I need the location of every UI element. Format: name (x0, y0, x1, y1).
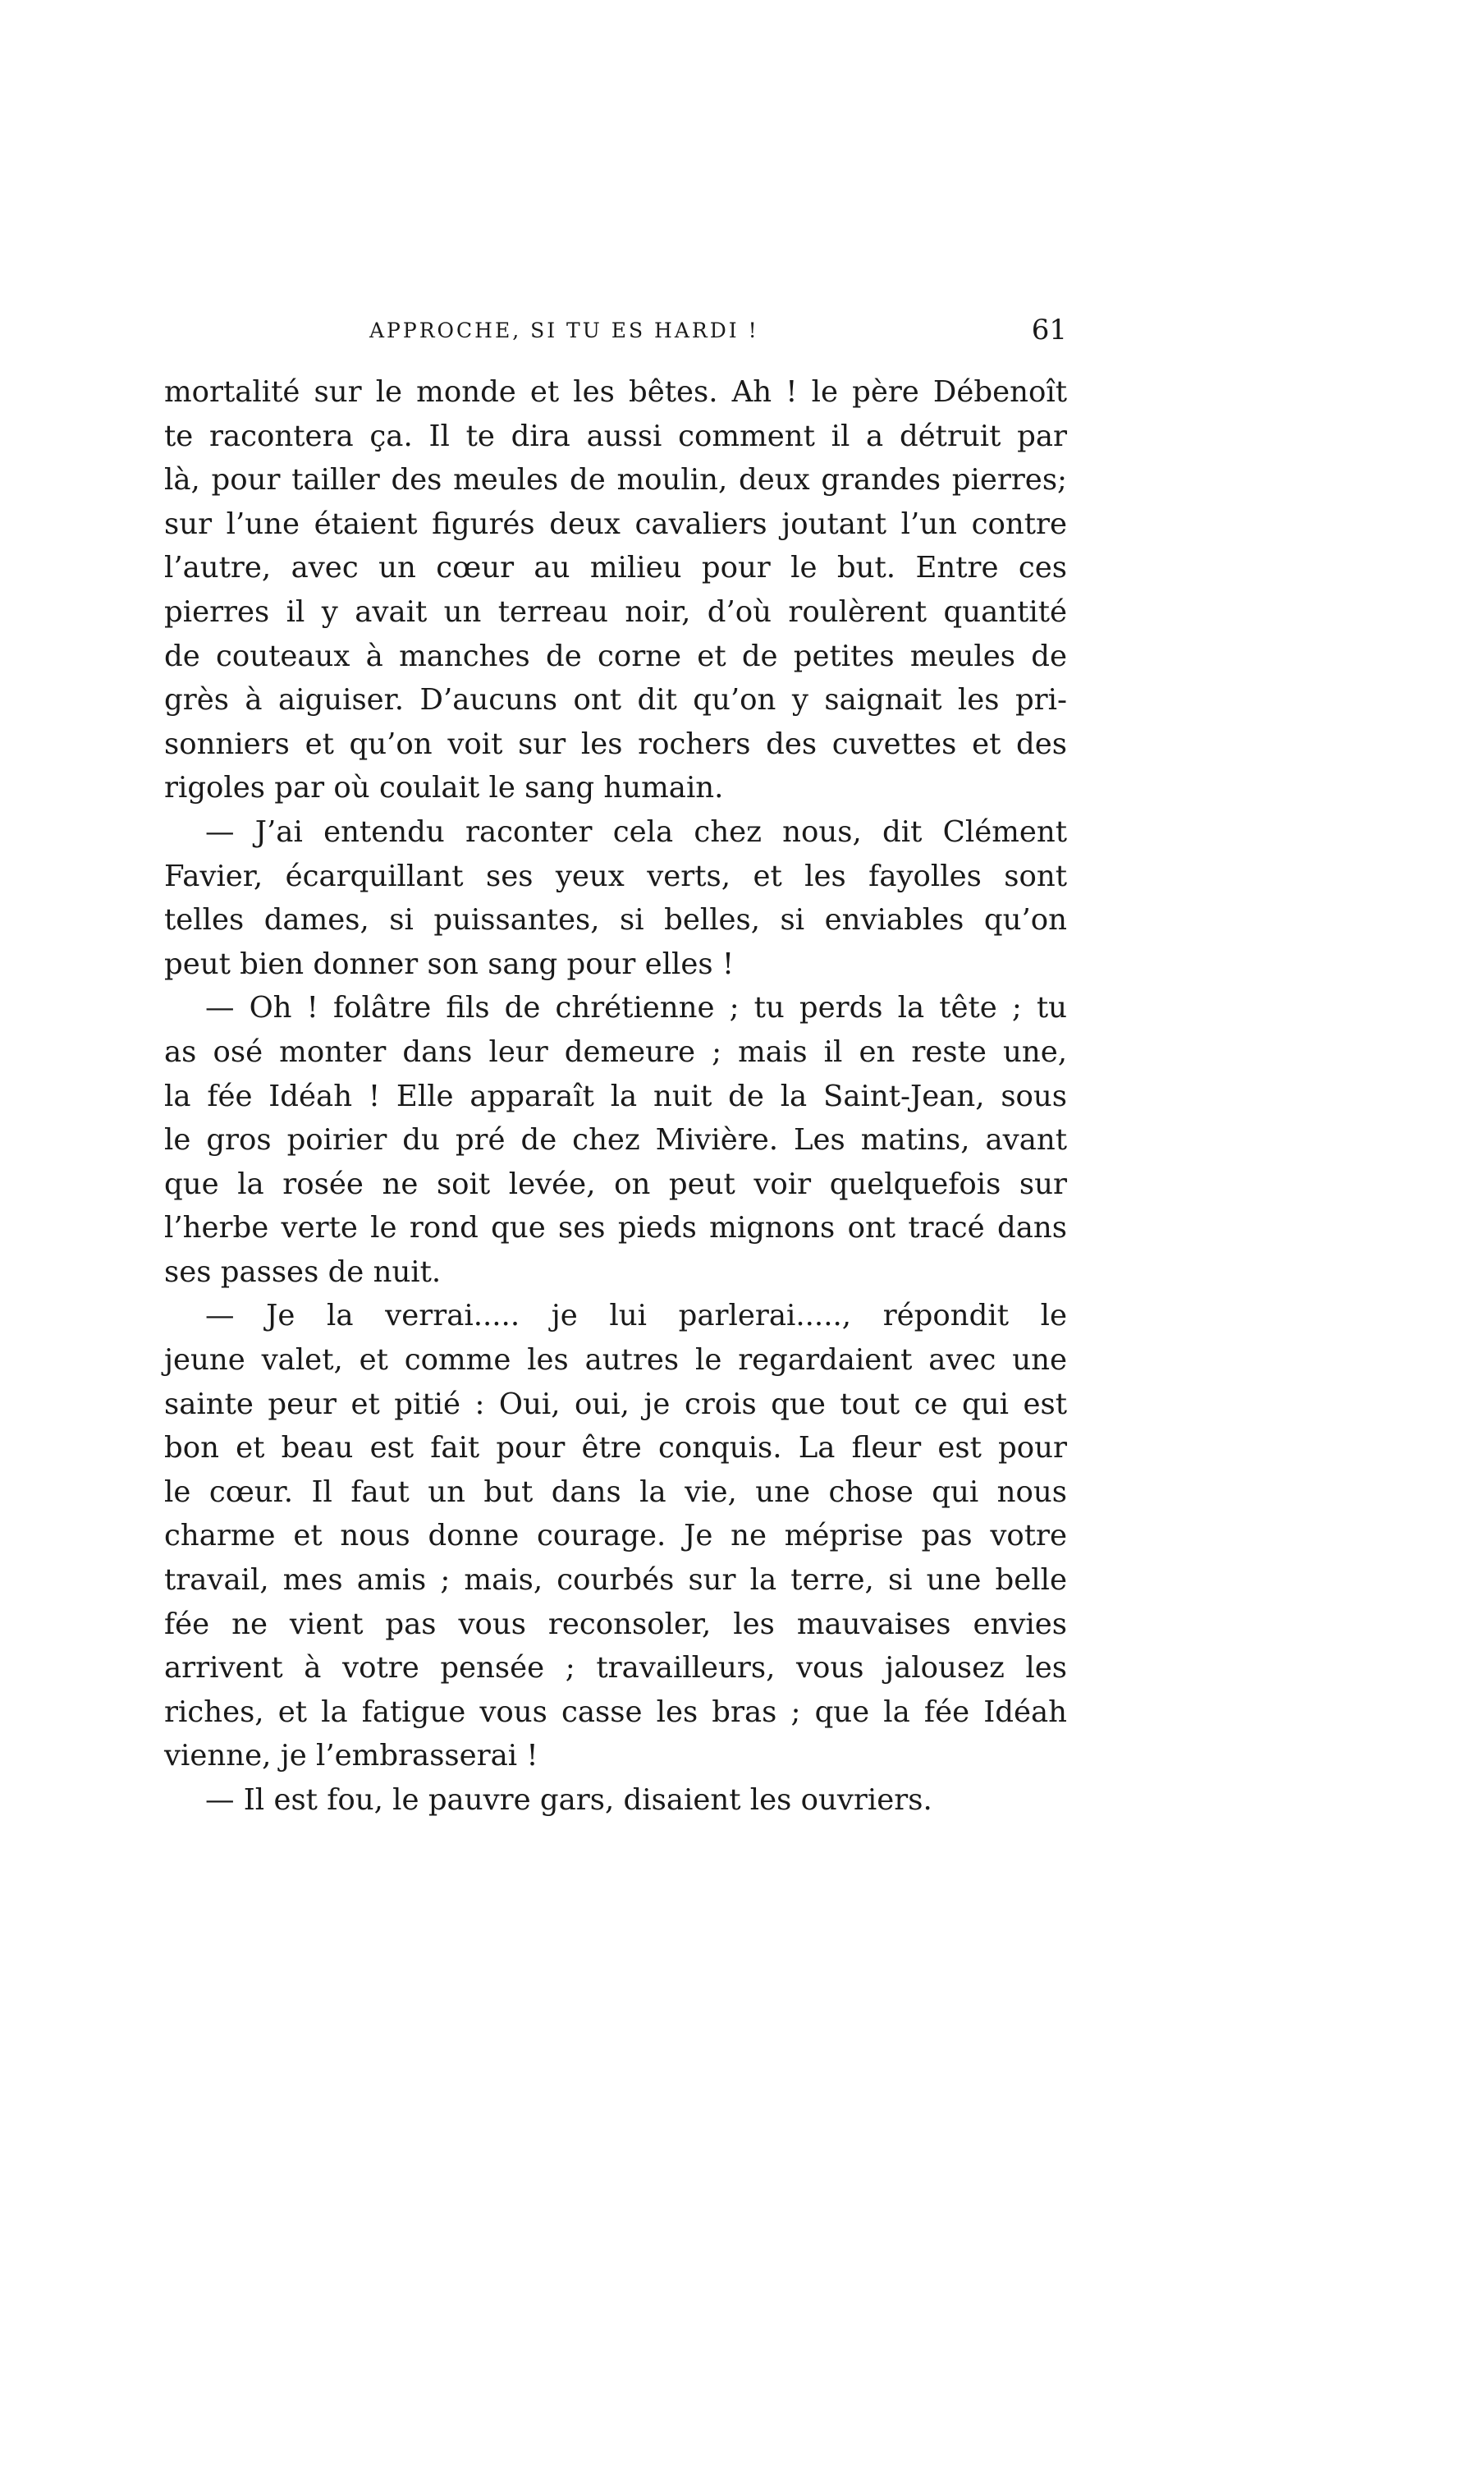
text-line: — Je la verrai..... je lui parlerai....., répondit le (205, 1299, 1067, 1333)
text-line: as osé monter dans leur demeure ; mais il en reste une, (164, 1034, 1067, 1069)
text-line: sainte peur et pitié : Oui, oui, je crois que tout ce qui est (164, 1387, 1067, 1421)
running-title: APPROCHE, SI TU ES HARDI ! (369, 319, 759, 342)
text-line: sur l’une étaient figurés deux cavaliers joutant l’un contre (164, 507, 1067, 541)
text-line: riches, et la fatigue vous casse les bras ; que la fée Idéah (164, 1695, 1067, 1729)
text-line: le gros poirier du pré de chez Mivière. Les matins, avant (164, 1123, 1067, 1158)
text-line: ses passes de nuit. (164, 1254, 442, 1289)
text-line: grès à aiguiser. D’aucuns ont dit qu’on y saignait les pri- (164, 683, 1067, 718)
text-line: la fée Idéah ! Elle apparaît la nuit de la Saint-Jean, sous (164, 1079, 1067, 1113)
text-line: Favier, écarquillant ses yeux verts, et les fayolles sont (164, 859, 1067, 893)
text-line: jeune valet, et comme les autres le regardaient avec une (164, 1343, 1067, 1378)
text-line: mortalité sur le monde et les bêtes. Ah ! le père Débenoît (164, 375, 1067, 409)
text-line: charme et nous donne courage. Je ne méprise pas votre (164, 1519, 1067, 1553)
text-line: — Il est fou, le pauvre gars, disaient les ouvriers. (205, 1783, 932, 1817)
text-line: telles dames, si puissantes, si belles, si enviables qu’on (164, 903, 1067, 938)
text-line: le cœur. Il faut un but dans la vie, une chose qui nous (164, 1474, 1067, 1509)
text-line: arrivent à votre pensée ; travailleurs, vous jalousez les (164, 1651, 1067, 1685)
text-line: là, pour tailler des meules de moulin, deux grandes pierres; (164, 463, 1067, 498)
text-line: rigoles par où coulait le sang humain. (164, 771, 724, 805)
text-line: l’herbe verte le rond que ses pieds mignons ont tracé dans (164, 1211, 1067, 1245)
text-line: te racontera ça. Il te dira aussi comment il a détruit par (164, 419, 1067, 453)
text-line: fée ne vient pas vous reconsoler, les mauvaises envies (164, 1607, 1067, 1641)
text-line: peut bien donner son sang pour elles ! (164, 947, 735, 981)
text-line: pierres il y avait un terreau noir, d’où roulèrent quantité (164, 594, 1067, 629)
text-line: que la rosée ne soit levée, on peut voir quelquefois sur (164, 1167, 1067, 1201)
text-line: — J’ai entendu raconter cela chez nous, dit Clément (205, 814, 1067, 849)
text-line: sonniers et qu’on voit sur les rochers des cuvettes et des (164, 727, 1067, 761)
running-head (164, 314, 1067, 368)
text-line: travail, mes amis ; mais, courbés sur la terre, si une belle (164, 1563, 1067, 1598)
body-text (164, 370, 1067, 1823)
text-line: bon et beau est fait pour être conquis. La fleur est pour (164, 1431, 1067, 1465)
page-number: 61 (1031, 314, 1067, 346)
text-line: de couteaux à manches de corne et de petites meules de (164, 639, 1067, 673)
text-line: vienne, je l’embrasserai ! (164, 1739, 538, 1773)
text-line: — Oh ! folâtre fils de chrétienne ; tu perds la tête ; tu (205, 991, 1067, 1025)
text-line: l’autre, avec un cœur au milieu pour le but. Entre ces (164, 551, 1067, 585)
